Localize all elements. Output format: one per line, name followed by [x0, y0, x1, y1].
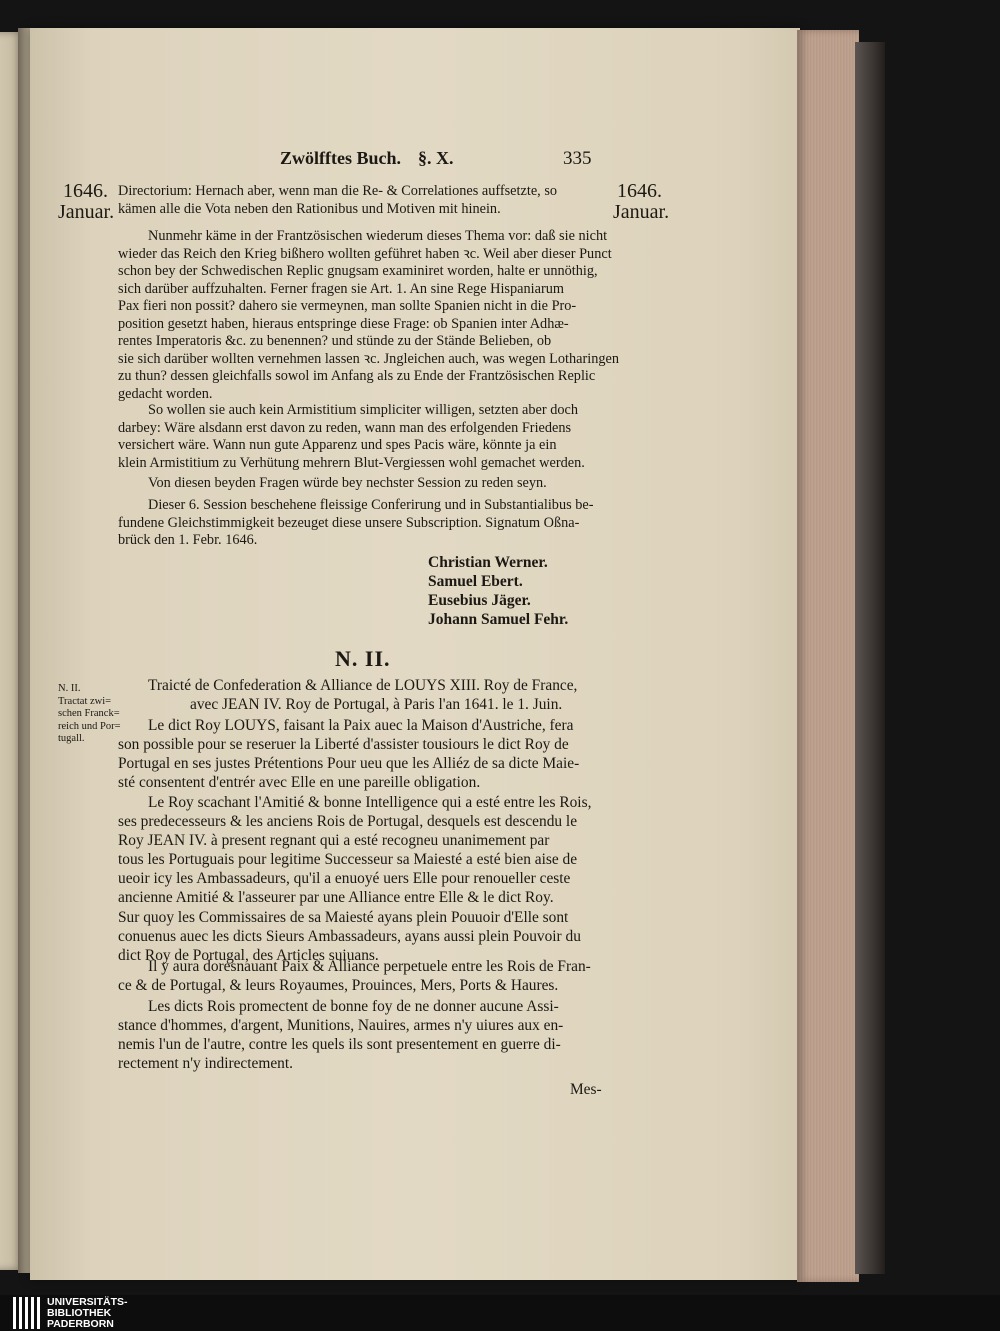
margin-year-left: 1646. — [63, 180, 108, 202]
text-line: conuenus auec les dicts Sieurs Ambassadeurs, ayans aussi plein Pouvoir du — [118, 927, 581, 945]
text-line: sie sich darüber wollten vernehmen lassen ꝛc. Jngleichen auch, was wegen Lotharingen — [118, 350, 620, 367]
signature-line: Samuel Ebert. — [428, 573, 523, 590]
text-line: brück den 1. Febr. 1646. — [118, 532, 258, 548]
title-line: Traicté de Confederation & Alliance de LOUYS XIII. Roy de France, — [148, 677, 578, 694]
text-line: Roy JEAN IV. à present regnant qui a esté recogneu unanimement par — [118, 832, 550, 850]
text-line: Sur quoy les Commissaires de sa Maiesté ayans plein Pouuoir d'Elle sont — [118, 908, 569, 926]
section-heading: N. II. — [335, 646, 391, 671]
text-line: Directorium: Hernach aber, wenn man die Re- & Correlationes auffsetzte, so — [118, 183, 558, 199]
text-line: ancienne Amitié & l'asseurer par une Alliance entre Elle & le dict Roy. — [118, 889, 554, 907]
treaty-paragraph-2 — [118, 793, 591, 965]
margin-note-line: reich und Por= — [58, 720, 121, 732]
text-line: wieder das Reich den Krieg bißhero wollten geführet haben ꝛc. Weil aber dieser Punct — [118, 245, 612, 262]
signature-line: Johann Samuel Fehr. — [428, 611, 569, 628]
text-line: zu thun? dessen gleichfalls sowol im Anfang als zu Ende der Frantzösischen Replic — [118, 368, 596, 384]
text-line: nemis l'un de l'autre, contre les quels ils sont presentement en guerre di- — [118, 1036, 561, 1054]
margin-year-right: 1646. — [617, 180, 662, 202]
text-line: fundene Gleichstimmigkeit bezeuget diese unsere Subscription. Signatum Oßna- — [118, 514, 580, 531]
catchword: Mes- — [570, 1081, 602, 1098]
paragraph-4 — [118, 497, 594, 550]
treaty-paragraph-3 — [118, 957, 591, 995]
paragraph-2 — [118, 402, 585, 472]
text-line: Von diesen beyden Fragen würde bey nechster Session zu reden seyn. — [148, 475, 547, 491]
margin-note-line: Tractat zwi= — [58, 695, 112, 707]
text-line: position gesetzt haben, hieraus entspringe diese Frage: ob Spanien inter Adhæ- — [118, 315, 569, 332]
text-line: stance d'hommes, d'argent, Munitions, Nauires, armes n'y uiures aux en- — [118, 1017, 564, 1035]
paragraph-1 — [118, 228, 619, 403]
margin-month-right: Januar. — [613, 201, 670, 223]
directorium-paragraph — [118, 183, 557, 218]
text-line: Portugal en ses justes Prétentions Pour ueu que les Alliéz de sa dicte Maie- — [118, 755, 580, 773]
library-logo-icon — [13, 1297, 41, 1329]
margin-month-left: Januar. — [58, 201, 115, 223]
book-cover — [855, 42, 885, 1274]
text-line: Le dict Roy LOUYS, faisant la Paix auec la Maison d'Austriche, fera — [148, 717, 574, 734]
text-line: sté consentent d'entrér avec Elle en une pareille obligation. — [118, 774, 481, 792]
text-line: Il y aura doresnauant Paix & Alliance perpetuele entre les Rois de Fran- — [148, 958, 591, 975]
margin-note-line: schen Franck= — [58, 708, 120, 719]
text-line: schon bey der Schwedischen Replic gnugsam examiniret worden, halte er unnöthig, — [118, 263, 598, 279]
text-line: dict Roy de Portugal, des Articles suiuans. — [118, 946, 379, 964]
page-edges — [797, 30, 859, 1282]
margin-note — [58, 683, 121, 746]
text-line: sich darüber auffzuhalten. Ferner fragen sie Art. 1. An sine Rege Hispaniarum — [118, 280, 564, 297]
treaty-paragraph-1 — [118, 716, 579, 792]
treaty-title — [118, 676, 577, 714]
library-logo-text — [47, 1297, 128, 1330]
text-line: son possible pour se reseruer la Liberté d'assister tousiours le dict Roy de — [118, 736, 569, 754]
signature-block — [428, 553, 568, 629]
running-head-section: §. X. — [418, 148, 454, 168]
treaty-paragraph-4 — [118, 997, 563, 1073]
footer-bar — [0, 1295, 1000, 1331]
margin-note-line: N. II. — [58, 683, 81, 694]
text-line: darbey: Wäre alsdann erst davon zu reden, wann man des erfolgenden Friedens — [118, 419, 572, 436]
text-line: So wollen sie auch kein Armistitium simpliciter willigen, setzten aber doch — [148, 402, 579, 418]
paragraph-3 — [118, 475, 547, 493]
running-head-title: Zwölfftes Buch. — [280, 148, 401, 168]
logo-line: BIBLIOTHEK — [47, 1307, 112, 1319]
text-line: klein Armistitium zu Verhütung mehrern Blut-Vergiessen wohl gemachet werden. — [118, 454, 585, 471]
text-line: versichert wäre. Wann nun gute Apparenz und spes Pacis wäre, könnte ja ein — [118, 437, 557, 453]
text-line: rectement n'y indirectement. — [118, 1055, 293, 1073]
page-number: 335 — [563, 148, 592, 169]
margin-note-line: tugall. — [58, 733, 85, 744]
title-line: avec JEAN IV. Roy de Portugal, à Paris l'an 1641. le 1. Juin. — [190, 696, 563, 714]
text-line: rentes Imperatoris &c. zu benennen? und stünde zu der Stände Belieben, ob — [118, 333, 552, 349]
signature-line: Eusebius Jäger. — [428, 592, 531, 609]
text-line: gedacht worden. — [118, 385, 213, 402]
text-line: ce & de Portugal, & leurs Royaumes, Prouinces, Mers, Ports & Haures. — [118, 977, 559, 995]
text-line: Pax fieri non possit? dahero sie vermeynen, man sollte Spanien nicht in die Pro- — [118, 298, 577, 314]
logo-line: UNIVERSITÄTS- — [47, 1296, 128, 1308]
text-line: Nunmehr käme in der Frantzösischen wiederum dieses Thema vor: daß sie nicht — [148, 228, 608, 244]
signature-line: Christian Werner. — [428, 554, 548, 571]
text-line: Les dicts Rois promectent de bonne foy de ne donner aucune Assi- — [148, 998, 559, 1015]
text-line: Le Roy scachant l'Amitié & bonne Intelligence qui a esté entre les Rois, — [148, 794, 592, 811]
logo-line: PADERBORN — [47, 1318, 114, 1330]
text-line: kämen alle die Vota neben den Rationibus und Motiven mit hinein. — [118, 200, 501, 217]
text-line: ueoir icy les Ambassadeurs, qu'il a enuoyé uers Elle pour renoueller ceste — [118, 870, 571, 888]
text-line: tous les Portuguais pour legitime Successeur sa Maiesté a esté bien aise de — [118, 851, 578, 869]
text-line: ses predecesseurs & les anciens Rois de Portugal, desquels est descendu le — [118, 813, 578, 831]
text-line: Dieser 6. Session beschehene fleissige Conferirung und in Substantialibus be- — [148, 497, 594, 513]
